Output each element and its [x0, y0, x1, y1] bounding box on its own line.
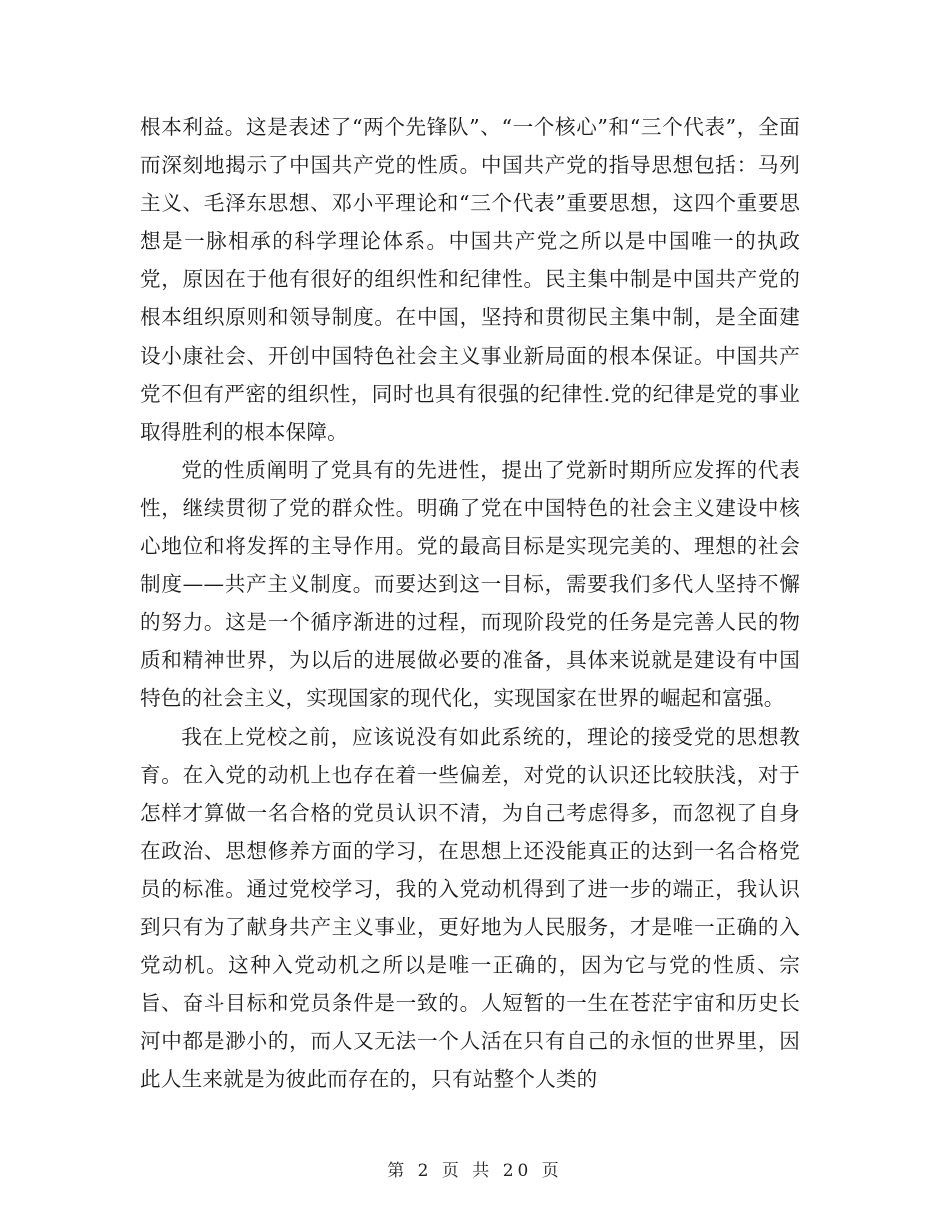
document-body [140, 108, 800, 1098]
paragraph-1: 根本利益。这是表述了“两个先锋队”、“一个核心”和“三个代表”，全面而深刻地揭示了中国共产党的性质。中国共产党的指导思想包括：马列主义、毛泽东思想、邓小平理论和“三个代表”重要思想，这四个重要思想是一脉相承的科学理论体系。中国共产党之所以是中国唯一的执政党，原因在于他有很好的组织性和纪律性。民主集中制是中国共产党的根本组织原则和领导制度。在中国，坚持和贯彻民主集中制，是全面建设小康社会、开创中国特色社会主义事业新局面的根本保证。中国共产党不但有严密的组织性，同时也具有很强的纪律性.党的纪律是党的事业取得胜利的根本保障。 [140, 115, 800, 444]
paragraph-2: 党的性质阐明了党具有的先进性，提出了党新时期所应发挥的代表性，继续贯彻了党的群众性。明确了党在中国特色的社会主义建设中核心地位和将发挥的主导作用。党的最高目标是实现完美的、理想的社会制度——共产主义制度。而要达到这一目标，需要我们多代人坚持不懈的努力。这是一个循序渐进的过程，而现阶段党的任务是完善人民的物质和精神世界，为以后的进展做必要的准备，具体来说就是建设有中国特色的社会主义，实现国家的现代化，实现国家在世界的崛起和富强。 [140, 457, 800, 711]
page-number-footer: 第 2 页 共 20 页 [387, 1161, 563, 1181]
paragraph-3: 我在上党校之前，应该说没有如此系统的，理论的接受党的思想教育。在入党的动机上也存在着一些偏差，对党的认识还比较肤浅，对于怎样才算做一名合格的党员认识不清，为自己考虑得多，而忽视了自身在政治、思想修养方面的学习，在思想上还没能真正的达到一名合格党员的标准。通过党校学习，我的入党动机得到了进一步的端正，我认识到只有为了献身共产主义事业，更好地为人民服务，才是唯一正确的入党动机。这种入党动机之所以是唯一正确的，因为它与党的性质、宗旨、奋斗目标和党员条件是一致的。人短暂的一生在苍茫宇宙和历史长河中都是渺小的，而人又无法一个人活在只有自己的永恒的世界里，因此人生来就是为彼此而存在的，只有站整个人类的 [140, 724, 800, 1092]
